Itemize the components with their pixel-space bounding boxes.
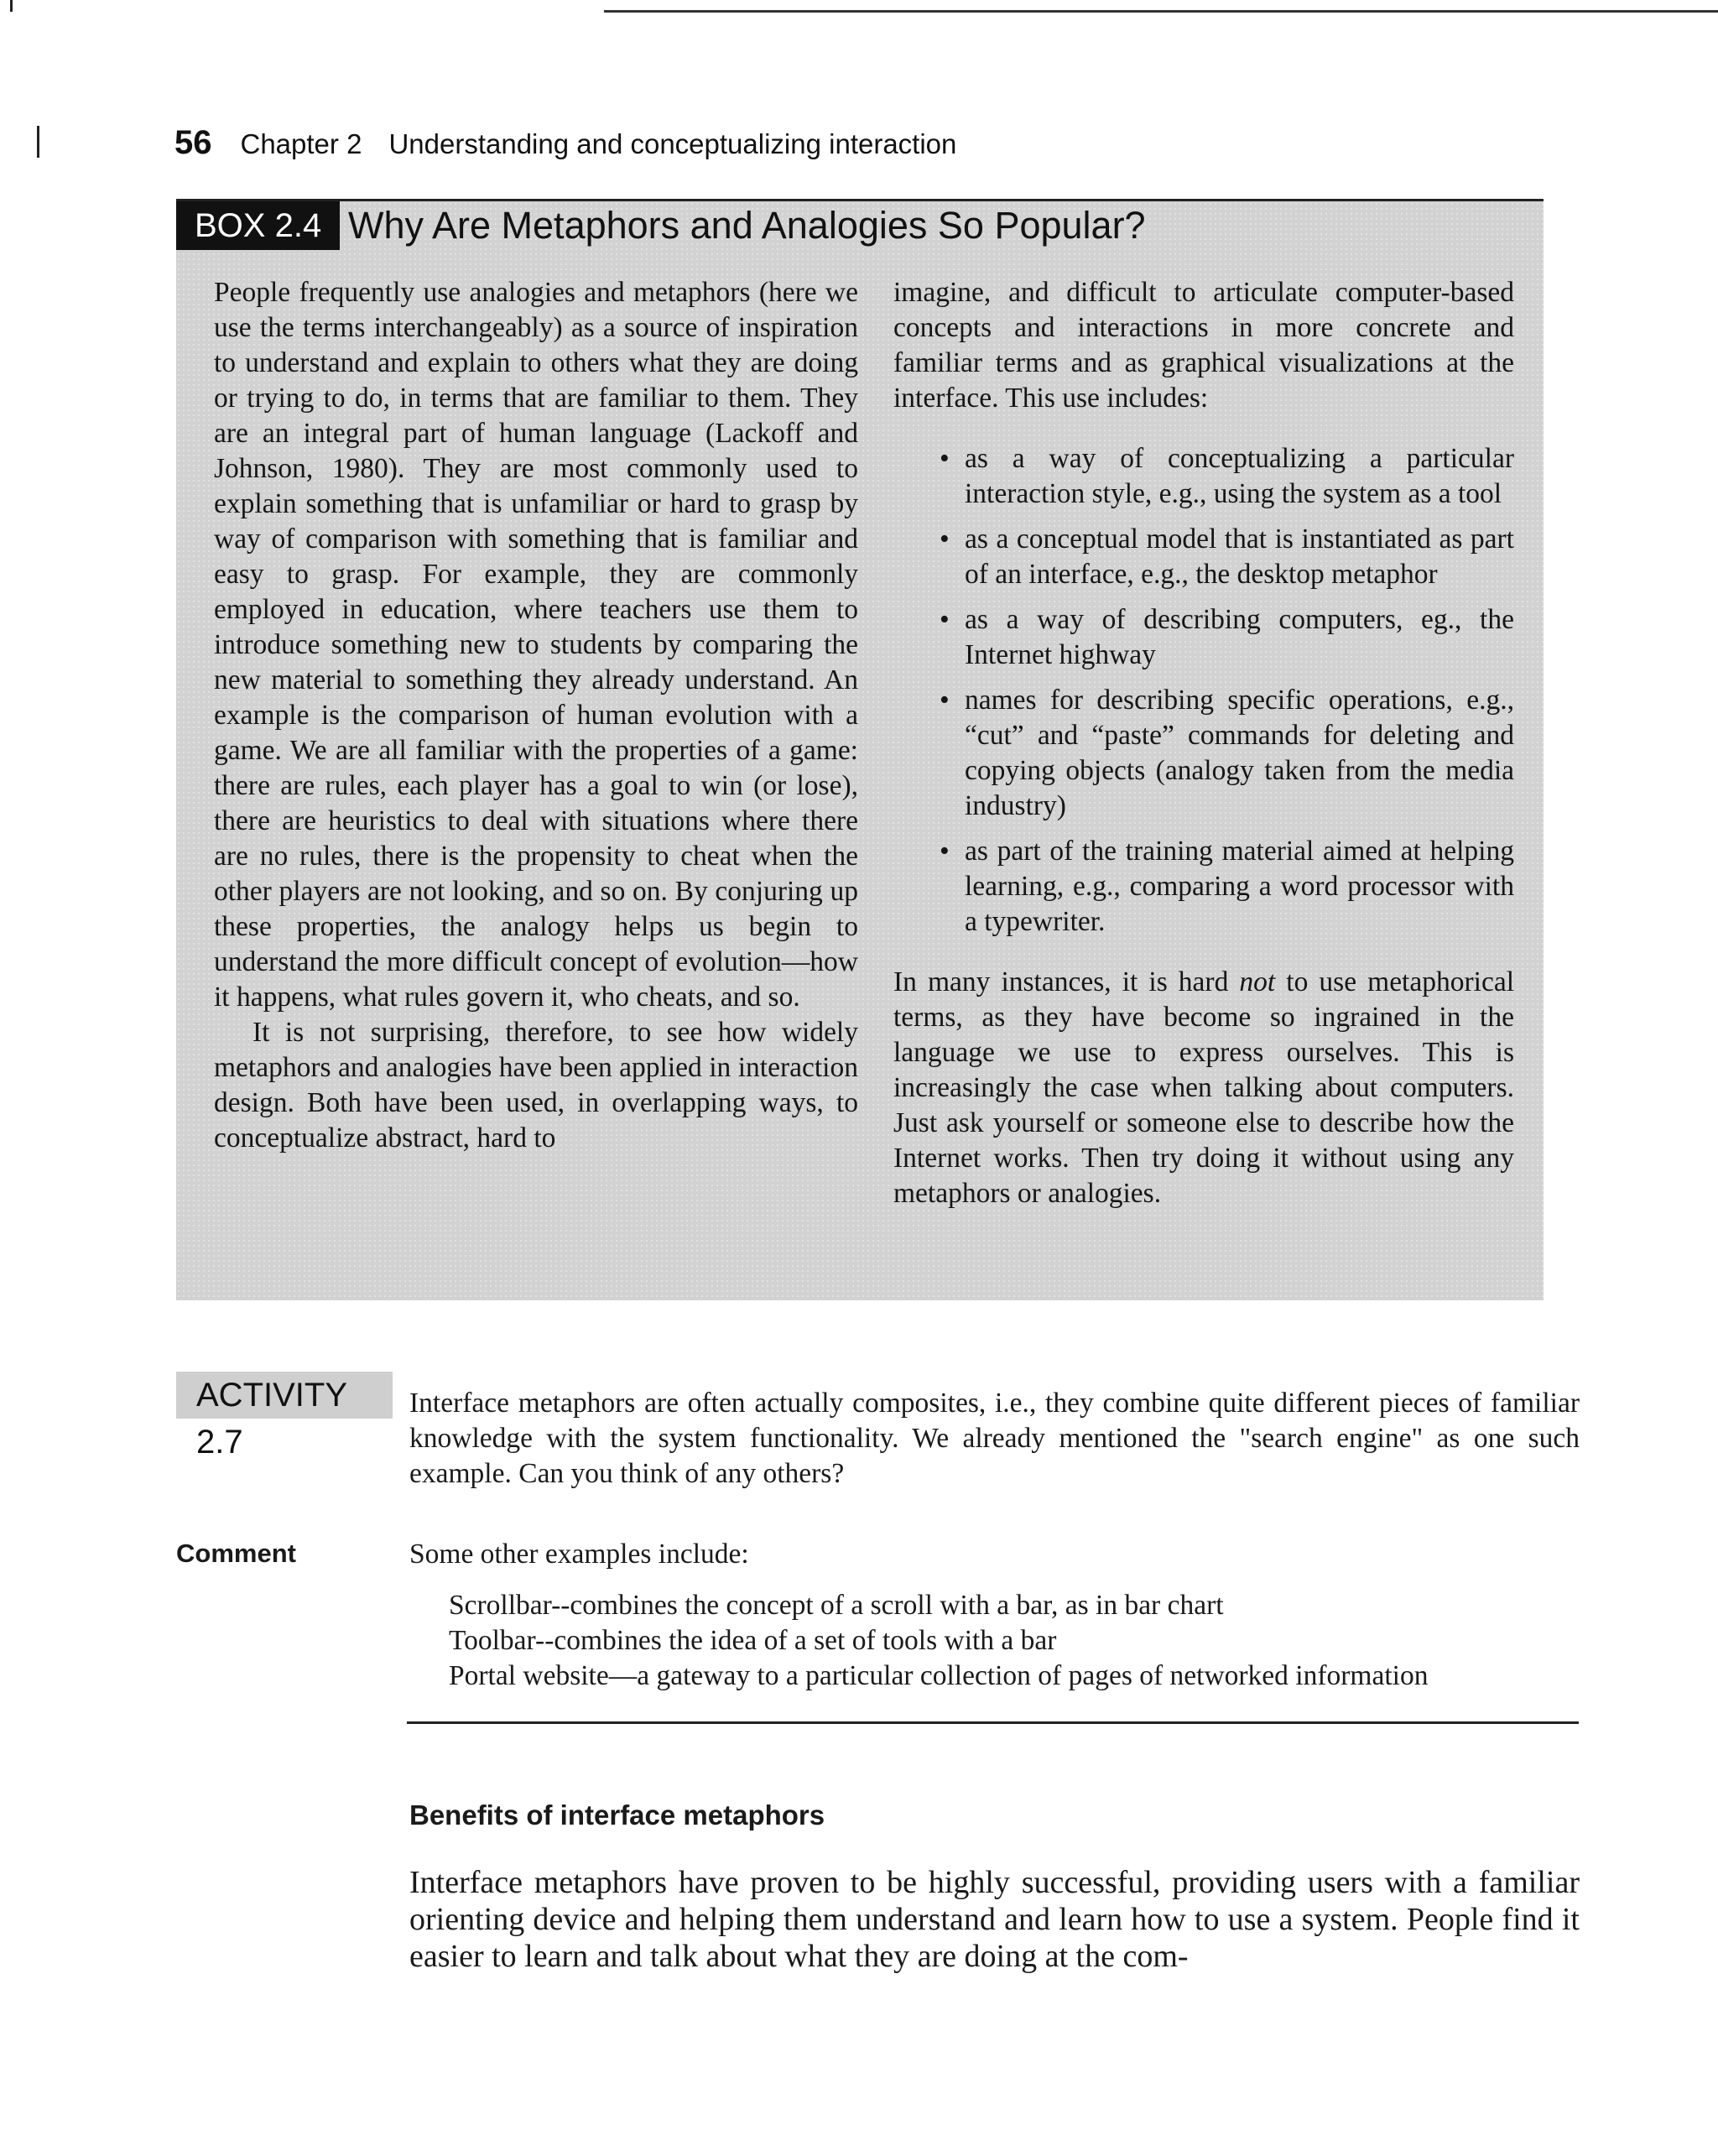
bullet-icon: •	[940, 443, 950, 474]
comment-intro: Some other examples include:	[409, 1539, 749, 1570]
page-number: 56	[174, 124, 212, 161]
activity-label: ACTIVITY 2.7	[176, 1372, 393, 1419]
bullet-text: as a way of conceptualizing a particular interaction style, e.g., using the system as a tool	[965, 443, 1514, 509]
running-head	[174, 124, 956, 162]
margin-mark	[37, 126, 39, 158]
bullet-text: names for describing specific operations, e.g., “cut” and “paste” commands for deleting and copying objects (analogy taken from the media industry)	[965, 685, 1514, 821]
section-heading: Benefits of interface metaphors	[409, 1799, 825, 1831]
comment-label: Comment	[176, 1539, 296, 1568]
bullet-text: as a way of describing computers, eg., the Internet highway	[965, 604, 1514, 670]
bullet-item	[893, 683, 1514, 824]
box-paragraph: imagine, and difficult to articulate computer-based concepts and interactions in more concrete and familiar terms and as graphical visualizations at the interface. This use includes:	[893, 277, 1514, 414]
list-item: Portal website—a gateway to a particular collection of pages of networked information	[449, 1660, 1429, 1691]
bullet-item	[893, 522, 1514, 592]
divider	[407, 1721, 1579, 1724]
activity-text: Interface metaphors are often actually composites, i.e., they combine quite different pieces of familiar knowledge with the system functionality. We already mentioned the "search engine" as one such example. Can you think of any others?	[409, 1388, 1580, 1489]
bullet-list	[893, 441, 1514, 940]
bullet-icon: •	[940, 685, 950, 716]
bullet-item	[893, 602, 1514, 673]
bullet-text: as a conceptual model that is instantiated as part of an interface, e.g., the desktop metaphor	[965, 523, 1514, 590]
chapter-label: Chapter 2	[240, 128, 362, 159]
example-list	[449, 1588, 1428, 1694]
emphasis: not	[1239, 966, 1276, 997]
margin-mark	[10, 0, 13, 12]
bullet-icon: •	[940, 836, 950, 867]
top-rule	[604, 10, 1718, 13]
box-right-column	[893, 275, 1514, 1211]
list-item: Toolbar--combines the idea of a set of tools with a bar	[449, 1625, 1057, 1656]
list-item: Scrollbar--combines the concept of a scroll with a bar, as in bar chart	[449, 1590, 1224, 1621]
bullet-item	[893, 834, 1514, 940]
bullet-icon: •	[940, 523, 950, 555]
box-title: Why Are Metaphors and Analogies So Popular?	[348, 204, 1146, 247]
chapter-title: Understanding and conceptualizing interaction	[388, 128, 957, 159]
box-paragraph: In many instances, it is hard not to use metaphorical terms, as they have become so ingrained in the language we use to express ourselves. This is increasingly the case when talking about computers. Just ask yourself or someone else to describe how the Internet works. Then try doing it without using any metaphors or analogies.	[893, 966, 1514, 1209]
box-paragraph: People frequently use analogies and metaphors (here we use the terms interchangeably) as a source of inspiration to understand and explain to others what they are doing or trying to do, in terms that are familiar to them. They are an integral part of human language (Lackoff and Johnson, 1980). They are most commonly used to explain something that is unfamiliar or hard to grasp by way of comparison with something that is familiar and easy to grasp. For example, they are commonly employed in education, where teachers use them to introduce something new to students by comparing the new material to something they already understand. An example is the comparison of human evolution with a game. We are all familiar with the properties of a game: there are rules, each player has a goal to win (or lose), there are heuristics to deal with situations where there are no rules, there is the propensity to cheat when the other players are not looking, and so on. By conjuring up these properties, the analogy helps us begin to understand the more difficult concept of evolution—how it happens, what rules govern it, who cheats, and so.	[214, 277, 858, 1013]
box-left-column	[214, 275, 858, 1156]
bullet-text: as part of the training material aimed at helping learning, e.g., comparing a word processor with a typewriter.	[965, 836, 1514, 937]
bullet-icon: •	[940, 604, 950, 635]
section-body: Interface metaphors have proven to be highly successful, providing users with a familiar orienting device and helping them understand and learn how to use a system. People find it easier to learn and talk about what they are doing at the com-	[409, 1865, 1580, 1974]
box-paragraph: It is not surprising, therefore, to see how widely metaphors and analogies have been applied in interaction design. Both have been used, in overlapping ways, to conceptualize abstract, hard to	[214, 1017, 858, 1154]
bullet-item	[893, 441, 1514, 512]
box-label: BOX 2.4	[176, 201, 340, 250]
box-2-4	[176, 199, 1544, 1300]
